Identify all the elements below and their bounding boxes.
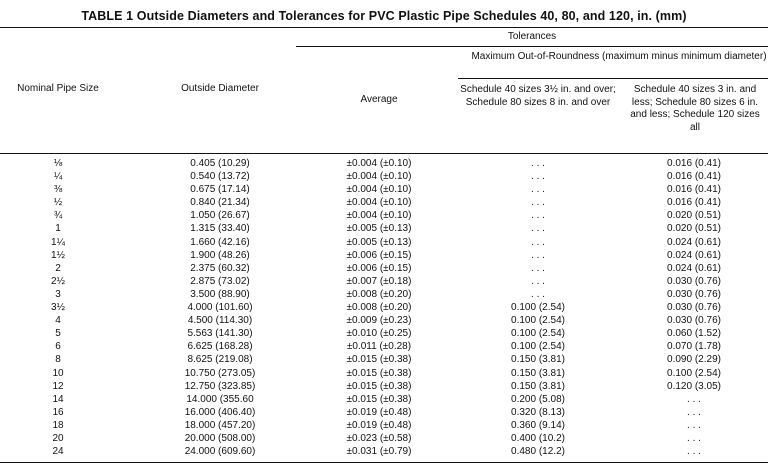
cell-roundness-large: 0.150 (3.81) <box>511 367 565 379</box>
cell-outside-diameter: 1.900 (48.26) <box>190 249 250 261</box>
cell-average: ±0.015 (±0.38) <box>346 354 412 366</box>
cell-roundness-large: . . . <box>531 210 545 222</box>
table-row <box>0 157 768 170</box>
cell-roundness-large: 0.200 (5.08) <box>511 393 565 405</box>
cell-average: ±0.006 (±0.15) <box>346 262 412 274</box>
table-row <box>0 353 768 366</box>
cell-roundness-small: 0.030 (0.76) <box>667 315 721 327</box>
cell-roundness-small: 0.016 (0.41) <box>667 171 721 183</box>
cell-roundness-small: 0.030 (0.76) <box>667 275 721 287</box>
cell-average: ±0.015 (±0.38) <box>346 393 412 405</box>
cell-outside-diameter: 1.660 (42.16) <box>190 236 250 248</box>
table-row <box>0 209 768 222</box>
cell-roundness-small: . . . <box>687 432 701 444</box>
cell-nominal-size: 6 <box>55 341 61 353</box>
table-row <box>0 222 768 235</box>
cell-roundness-large: . . . <box>531 249 545 261</box>
cell-roundness-small: 0.060 (1.52) <box>667 328 721 340</box>
cell-average: ±0.008 (±0.20) <box>346 302 412 314</box>
cell-average: ±0.007 (±0.18) <box>346 275 412 287</box>
cell-outside-diameter: 10.750 (273.05) <box>184 367 256 379</box>
cell-nominal-size: 20 <box>52 432 64 444</box>
cell-roundness-small: 0.016 (0.41) <box>667 197 721 209</box>
cell-roundness-small: . . . <box>687 393 701 405</box>
cell-roundness-large: 0.400 (10.2) <box>511 432 565 444</box>
table-row <box>0 393 768 406</box>
cell-outside-diameter: 8.625 (219.08) <box>187 354 253 366</box>
cell-nominal-size: ⅛ <box>53 158 63 169</box>
table-row <box>0 170 768 183</box>
cell-roundness-small: 0.024 (0.61) <box>667 262 721 274</box>
top-rule <box>0 27 768 28</box>
out-of-roundness-rule <box>458 78 768 79</box>
table-row <box>0 327 768 340</box>
table-row <box>0 288 768 301</box>
cell-outside-diameter: 1.315 (33.40) <box>190 223 250 235</box>
cell-roundness-large: . . . <box>531 171 545 183</box>
cell-nominal-size: ¾ <box>53 210 63 222</box>
cell-outside-diameter: 2.375 (60.32) <box>190 262 250 274</box>
cell-outside-diameter: 0.405 (10.29) <box>190 158 250 169</box>
cell-nominal-size: 16 <box>52 406 64 418</box>
cell-nominal-size: 1¼ <box>51 236 65 248</box>
table-row <box>0 419 768 432</box>
cell-outside-diameter: 5.563 (141.30) <box>187 328 253 340</box>
cell-average: ±0.004 (±0.10) <box>346 158 412 169</box>
cell-average: ±0.019 (±0.48) <box>346 419 412 431</box>
cell-average: ±0.019 (±0.48) <box>346 406 412 418</box>
cell-nominal-size: ⅜ <box>53 184 63 196</box>
cell-outside-diameter: 18.000 (457.20) <box>184 419 256 431</box>
cell-nominal-size: 2 <box>55 262 61 274</box>
table-row <box>0 236 768 249</box>
header-nominal-pipe-size: Nominal Pipe Size <box>17 83 99 94</box>
cell-roundness-large: . . . <box>531 236 545 248</box>
table-row <box>0 314 768 327</box>
cell-outside-diameter: 20.000 (508.00) <box>184 432 256 444</box>
table-row <box>0 406 768 419</box>
cell-average: ±0.015 (±0.38) <box>346 380 412 392</box>
cell-nominal-size: 14 <box>52 393 64 405</box>
cell-nominal-size: 1 <box>55 223 61 235</box>
cell-roundness-small: 0.024 (0.61) <box>667 249 721 261</box>
cell-average: ±0.005 (±0.13) <box>346 223 412 235</box>
table-row <box>0 367 768 380</box>
cell-roundness-large: 0.320 (8.13) <box>511 406 565 418</box>
cell-roundness-large: . . . <box>531 275 545 287</box>
cell-roundness-large: 0.360 (9.14) <box>511 419 565 431</box>
header-bottom-rule <box>0 153 768 154</box>
cell-nominal-size: 24 <box>52 446 64 458</box>
header-out-of-roundness: Maximum Out-of-Roundness (maximum minus minimum diameter) <box>471 51 767 62</box>
cell-nominal-size: 10 <box>52 367 64 379</box>
cell-average: ±0.008 (±0.20) <box>346 288 412 300</box>
cell-nominal-size: 3 <box>55 288 61 300</box>
cell-roundness-small: 0.016 (0.41) <box>667 184 721 196</box>
table-row <box>0 196 768 209</box>
cell-average: ±0.004 (±0.10) <box>346 197 412 209</box>
cell-average: ±0.023 (±0.58) <box>346 432 412 444</box>
cell-nominal-size: 2½ <box>51 275 65 287</box>
header-schedule-large: Schedule 40 sizes 3½ in. and over; Schedule 80 sizes 8 in. and over <box>460 84 616 108</box>
cell-roundness-large: 0.100 (2.54) <box>511 328 565 340</box>
cell-outside-diameter: 3.500 (88.90) <box>190 288 250 300</box>
cell-roundness-large: 0.150 (3.81) <box>511 380 565 392</box>
cell-outside-diameter: 4.500 (114.30) <box>187 315 253 327</box>
table-row <box>0 301 768 314</box>
cell-roundness-large: 0.150 (3.81) <box>511 354 565 366</box>
cell-roundness-small: 0.020 (0.51) <box>667 210 721 222</box>
cell-nominal-size: 12 <box>52 380 64 392</box>
table-row <box>0 445 768 458</box>
cell-roundness-small: 0.120 (3.05) <box>667 380 721 392</box>
cell-outside-diameter: 2.875 (73.02) <box>190 275 250 287</box>
cell-average: ±0.015 (±0.38) <box>346 367 412 379</box>
cell-roundness-small: . . . <box>687 406 701 418</box>
cell-roundness-small: 0.070 (1.78) <box>667 341 721 353</box>
cell-nominal-size: 3½ <box>51 302 65 314</box>
table-title: TABLE 1 Outside Diameters and Tolerances for PVC Plastic Pipe Schedules 40, 80, and 120, in. (mm) <box>81 9 687 23</box>
cell-outside-diameter: 14.000 (355.60 <box>186 393 254 405</box>
cell-average: ±0.031 (±0.79) <box>346 446 412 458</box>
cell-roundness-large: 0.100 (2.54) <box>511 302 565 314</box>
cell-average: ±0.004 (±0.10) <box>346 171 412 183</box>
cell-roundness-small: 0.030 (0.76) <box>667 302 721 314</box>
cell-roundness-large: . . . <box>531 184 545 196</box>
cell-roundness-large: . . . <box>531 223 545 235</box>
cell-roundness-small: 0.020 (0.51) <box>667 223 721 235</box>
cell-outside-diameter: 12.750 (323.85) <box>184 380 256 392</box>
header-average: Average <box>360 94 398 105</box>
cell-roundness-large: . . . <box>531 158 545 169</box>
cell-average: ±0.009 (±0.23) <box>346 315 412 327</box>
cell-nominal-size: 5 <box>55 328 61 340</box>
table-row <box>0 275 768 288</box>
tolerances-rule <box>296 46 768 47</box>
cell-roundness-large: 0.100 (2.54) <box>511 315 565 327</box>
cell-roundness-large: . . . <box>531 262 545 274</box>
table-row <box>0 380 768 393</box>
cell-roundness-large: . . . <box>531 197 545 209</box>
cell-roundness-small: 0.030 (0.76) <box>667 288 721 300</box>
cell-outside-diameter: 16.000 (406.40) <box>184 406 256 418</box>
cell-roundness-small: . . . <box>687 446 701 458</box>
table-row <box>0 183 768 196</box>
header-tolerances: Tolerances <box>507 31 557 42</box>
cell-roundness-large: . . . <box>531 288 545 300</box>
cell-nominal-size: ¼ <box>53 171 63 183</box>
cell-outside-diameter: 6.625 (168.28) <box>187 341 253 353</box>
cell-roundness-small: 0.090 (2.29) <box>667 354 721 366</box>
cell-average: ±0.005 (±0.13) <box>346 236 412 248</box>
cell-outside-diameter: 0.540 (13.72) <box>190 171 250 183</box>
cell-roundness-small: 0.024 (0.61) <box>667 236 721 248</box>
cell-roundness-large: 0.100 (2.54) <box>511 341 565 353</box>
cell-average: ±0.011 (±0.28) <box>346 341 412 353</box>
cell-nominal-size: 1½ <box>51 249 65 261</box>
table-row <box>0 340 768 353</box>
cell-outside-diameter: 4.000 (101.60) <box>187 302 253 314</box>
table-row <box>0 432 768 445</box>
cell-roundness-small: . . . <box>687 419 701 431</box>
header-schedule-small: Schedule 40 sizes 3 in. and less; Schedule 80 sizes 6 in. and less; Schedule 120 sizes all <box>630 84 760 133</box>
cell-outside-diameter: 1.050 (26.67) <box>190 210 250 222</box>
cell-nominal-size: 4 <box>55 315 61 327</box>
cell-average: ±0.006 (±0.15) <box>346 249 412 261</box>
cell-roundness-small: 0.016 (0.41) <box>667 158 721 169</box>
cell-nominal-size: 18 <box>52 419 64 431</box>
table-body <box>0 157 768 458</box>
bottom-rule <box>0 462 768 463</box>
cell-roundness-large: 0.480 (12.2) <box>511 446 565 458</box>
cell-outside-diameter: 24.000 (609.60) <box>184 446 256 458</box>
cell-average: ±0.004 (±0.10) <box>346 210 412 222</box>
table-row <box>0 262 768 275</box>
cell-outside-diameter: 0.840 (21.34) <box>190 197 250 209</box>
table-row <box>0 249 768 262</box>
cell-average: ±0.010 (±0.25) <box>346 328 412 340</box>
cell-roundness-small: 0.100 (2.54) <box>667 367 721 379</box>
cell-nominal-size: ½ <box>53 197 63 209</box>
cell-nominal-size: 8 <box>55 354 61 366</box>
header-outside-diameter: Outside Diameter <box>181 83 259 94</box>
cell-average: ±0.004 (±0.10) <box>346 184 412 196</box>
cell-outside-diameter: 0.675 (17.14) <box>190 184 250 196</box>
